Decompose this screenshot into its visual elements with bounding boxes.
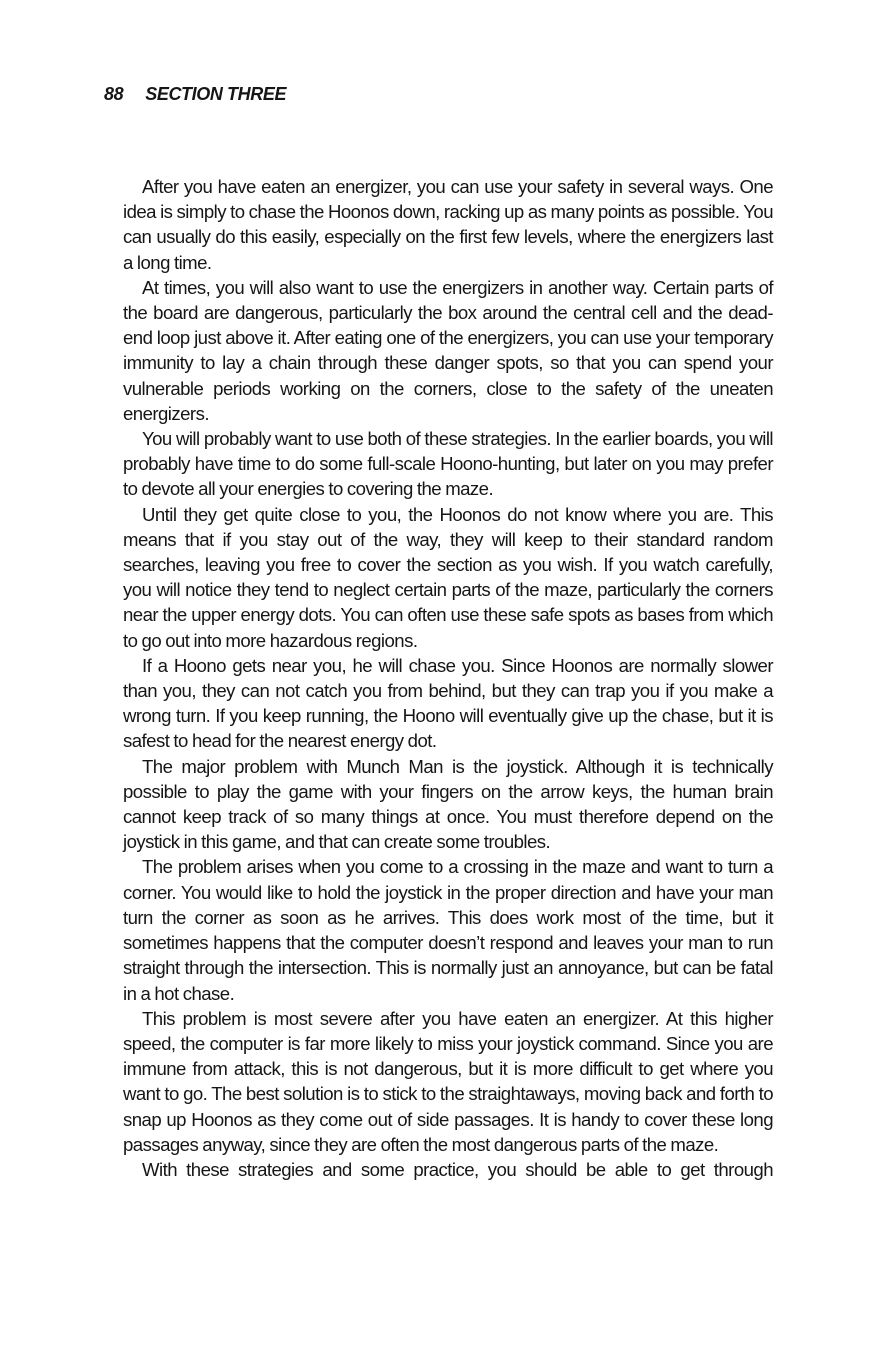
- paragraph: This problem is most severe after you have eaten an energizer. At this higher speed, the computer is far more likely to miss your joystick command. Since you are immune from attack, this is not dangerous, but it is more difficult to get where you want to go. The best solution is to stick to the straightaways, moving back and forth to snap up Hoonos as they come out of side passages. It is handy to cover these long passages anyway, since they are often the most dangerous parts of the maze.: [123, 1007, 773, 1155]
- paragraph: The problem arises when you come to a crossing in the maze and want to turn a corner. You would like to hold the joystick in the proper direction and have your man turn the corner as soon as he arrives. This does work most of the time, but it sometimes happens that the computer doesn’t respond and leaves your man to run straight through the intersection. This is normally just an annoyance, but can be fatal in a hot chase.: [123, 856, 773, 1004]
- paragraph-continued: With these strategies and some practice, you should be able to get through: [142, 1158, 773, 1180]
- section-title: SECTION THREE: [145, 84, 287, 104]
- paragraph: At times, you will also want to use the energizers in another way. Certain parts of the board are dangerous, particularly the box around the central cell and the dead-end loop just above it. After eating one of the energizers, you can use your temporary immunity to lay a chain through these danger spots, so that you can spend your vulnerable periods working on the corners, close to the safety of the uneaten energizers.: [123, 276, 773, 424]
- body-text: [123, 174, 773, 1182]
- paragraph: Until they get quite close to you, the Hoonos do not know where you are. This means that if you stay out of the way, they will keep to their standard random searches, leaving you free to cover the section as you wish. If you watch carefully, you will notice they tend to neglect certain parts of the maze, particularly the corners near the upper energy dots. You can often use these safe spots as bases from which to go out into more hazardous regions.: [123, 503, 773, 651]
- paragraph: After you have eaten an energizer, you can use your safety in several ways. One idea is simply to chase the Hoonos down, racking up as many points as possible. You can usually do this easily, especially on the first few levels, where the energizers last a long time.: [123, 176, 773, 273]
- paragraph: If a Hoono gets near you, he will chase you. Since Hoonos are normally slower than you, they can not catch you from behind, but they can trap you if you make a wrong turn. If you keep running, the Hoono will eventually give up the chase, but it is safest to head for the nearest energy dot.: [123, 654, 773, 752]
- page-number: 88: [104, 84, 124, 104]
- paragraph: You will probably want to use both of these strategies. In the earlier boards, you will probably have time to do some full-scale Hoono-hunting, but later on you may prefer to devote all your energies to covering the maze.: [123, 428, 773, 500]
- running-head: [104, 84, 286, 105]
- paragraph: The major problem with Munch Man is the joystick. Although it is technically possible to play the game with your fingers on the arrow keys, the human brain cannot keep track of so many things at once. You must therefore depend on the joystick in this game, and that can create some troubles.: [123, 755, 773, 853]
